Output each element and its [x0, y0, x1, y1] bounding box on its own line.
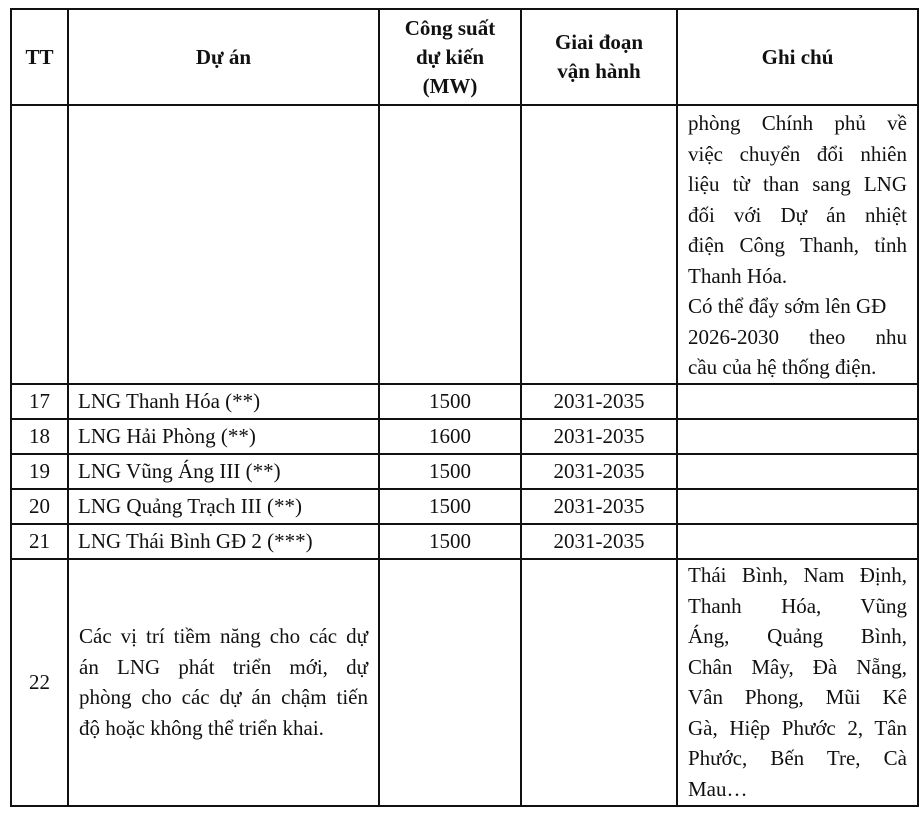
header-capacity-line: dự kiến — [415, 44, 485, 69]
table-row — [11, 454, 918, 489]
cell-capacity — [379, 105, 521, 384]
note-line: Mau… — [688, 776, 748, 801]
cell-phase — [521, 559, 677, 806]
header-note: Ghi chú — [677, 9, 918, 105]
table-row — [11, 489, 918, 524]
table-row — [11, 384, 918, 419]
header-capacity-line: Công suất — [404, 15, 496, 40]
cell-tt — [11, 105, 68, 384]
cell-phase: 2031-2035 — [521, 454, 677, 489]
cell-phase: 2031-2035 — [521, 489, 677, 524]
note-line: Vân Phong, Mũi Kê — [688, 685, 907, 709]
header-tt: TT — [11, 9, 68, 105]
note-line: Gà, Hiệp Phước 2, Tân — [688, 715, 907, 740]
cell-capacity — [379, 559, 521, 806]
note-line: điện Công Thanh, tỉnh — [688, 233, 907, 257]
cell-note — [677, 524, 918, 559]
cell-capacity: 1500 — [379, 454, 521, 489]
cell-tt: 20 — [11, 489, 68, 524]
cell-capacity: 1600 — [379, 419, 521, 454]
note-line: cầu của hệ thống điện. — [688, 355, 877, 379]
note-line: phòng Chính phủ về — [688, 111, 907, 135]
note-line: việc chuyển đổi nhiên — [688, 141, 907, 166]
cell-tt: 21 — [11, 524, 68, 559]
note-line: Thanh Hóa, Vũng — [688, 593, 907, 618]
note-line: Áng, Quảng Bình, — [688, 624, 907, 648]
cell-capacity: 1500 — [379, 524, 521, 559]
project-line: phòng cho các dự án chậm tiến — [79, 685, 368, 709]
cell-project: LNG Vũng Áng III (**) — [68, 454, 379, 489]
note-line: Chân Mây, Đà Nẵng, — [688, 654, 907, 679]
cell-note — [677, 419, 918, 454]
header-phase-line: vận hành — [557, 59, 641, 83]
cell-tt: 18 — [11, 419, 68, 454]
project-line: Các vị trí tiềm năng cho các dự — [79, 624, 368, 648]
note-line: 2026-2030 theo nhu — [688, 324, 907, 349]
table-row — [11, 419, 918, 454]
header-row — [11, 9, 918, 105]
header-phase — [521, 9, 677, 105]
cell-tt: 22 — [11, 559, 68, 806]
cell-capacity: 1500 — [379, 489, 521, 524]
cell-note — [677, 384, 918, 419]
note-line: liệu từ than sang LNG — [688, 172, 907, 196]
cell-phase: 2031-2035 — [521, 524, 677, 559]
project-line: án LNG phát triển mới, dự — [79, 654, 368, 679]
cell-project — [68, 105, 379, 384]
header-project: Dự án — [68, 9, 379, 105]
cell-note — [677, 559, 918, 806]
cell-tt: 19 — [11, 454, 68, 489]
header-capacity — [379, 9, 521, 105]
cell-project — [68, 559, 379, 806]
cell-phase: 2031-2035 — [521, 419, 677, 454]
table-row-continuation — [11, 105, 918, 384]
project-line: độ hoặc không thể triển khai. — [79, 715, 324, 740]
cell-phase: 2031-2035 — [521, 384, 677, 419]
table-row — [11, 559, 918, 806]
cell-project: LNG Quảng Trạch III (**) — [68, 489, 379, 524]
note-line: Có thể đẩy sớm lên GĐ — [688, 294, 887, 318]
note-line: Thanh Hóa. — [688, 263, 788, 288]
cell-capacity: 1500 — [379, 384, 521, 419]
cell-note — [677, 105, 918, 384]
header-capacity-line: (MW) — [422, 73, 478, 98]
cell-note — [677, 454, 918, 489]
note-line: đối với Dự án nhiệt — [688, 202, 907, 227]
note-line: Phước, Bến Tre, Cà — [688, 746, 907, 770]
cell-project: LNG Thái Bình GĐ 2 (***) — [68, 524, 379, 559]
cell-project: LNG Thanh Hóa (**) — [68, 384, 379, 419]
note-line: Thái Bình, Nam Định, — [688, 563, 907, 587]
cell-note — [677, 489, 918, 524]
cell-project: LNG Hải Phòng (**) — [68, 419, 379, 454]
cell-tt: 17 — [11, 384, 68, 419]
cell-phase — [521, 105, 677, 384]
header-phase-line: Giai đoạn — [554, 30, 644, 54]
lng-projects-table — [10, 8, 919, 807]
table-row — [11, 524, 918, 559]
